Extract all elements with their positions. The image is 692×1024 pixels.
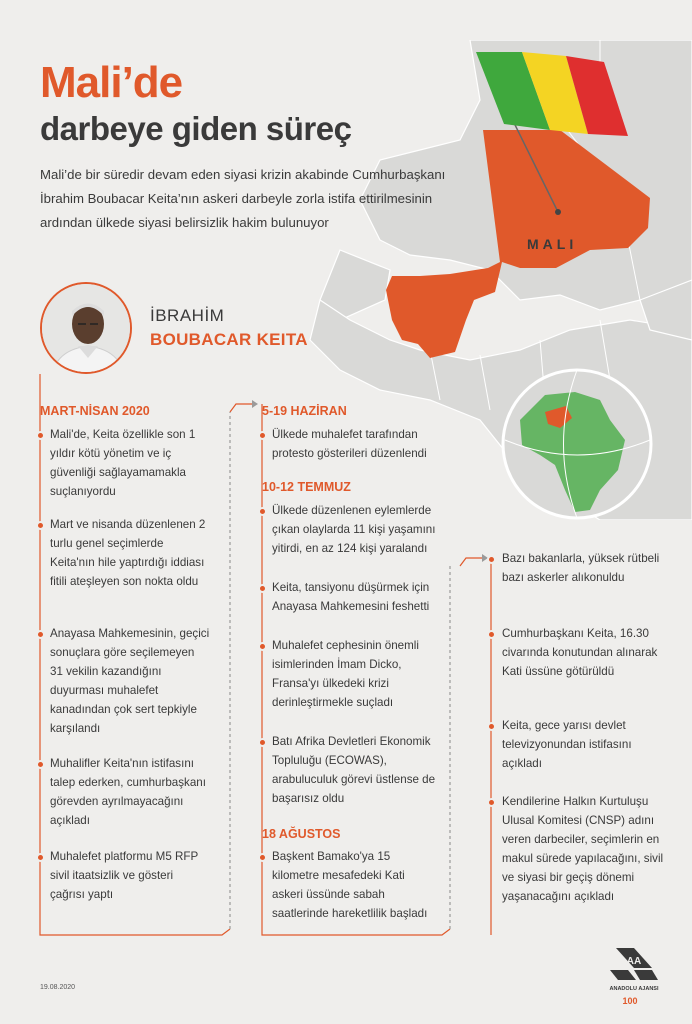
timeline-dot [258, 738, 267, 747]
timeline-item: Bazı bakanlarla, yüksek rütbeli bazı askerler alıkonuldu [502, 552, 660, 584]
section-heading-june: 5-19 HAZİRAN [262, 404, 347, 418]
timeline-dot [36, 521, 45, 530]
publish-date: 19.08.2020 [40, 984, 76, 991]
timeline-item: Keita, tansiyonu düşürmek için Anayasa Mahkemesini feshetti [272, 581, 430, 613]
title-line1: Mali’de [40, 58, 183, 107]
person-first-name: İBRAHİM [150, 306, 225, 325]
timeline-dot [258, 431, 267, 440]
section-heading-july: 10-12 TEMMUZ [262, 480, 351, 494]
intro-text: Mali’de bir süredir devam eden siyasi krizin akabinde Cumhurbaşkanı İbrahim Boubacar Keita’nın askeri darbeyle zorla istifa ettirilmesinin ardından ülkede siyasi belirsizlik hakim bulunuyor [40, 167, 446, 230]
section-heading-august: 18 AĞUSTOS [262, 827, 341, 841]
timeline-item: Muhalefet cephesinin önemli isimlerinden İmam Dicko, Fransa'yı ülkedeki krizi derinleştirmekle suçladı [272, 639, 419, 709]
timeline-item: Mali'de, Keita özellikle son 1 yıldır kötü yönetim ve iç güvenliği sağlayamamakla suçlanıyordu [50, 428, 196, 498]
timeline-dot [36, 431, 45, 440]
timeline-item: Anayasa Mahkemesinin, geçici sonuçlara göre seçilemeyen 31 vekilin kazandığını duyurması muhalefet kanadından çok sert tepkiyle karşılandı [50, 627, 210, 735]
timeline-dot [487, 630, 496, 639]
timeline-dot [258, 507, 267, 516]
timeline-item: Muhalifler Keita'nın istifasını talep ederken, cumhurbaşkanı görevden ayrılmayacağını açıkladı [50, 757, 206, 827]
timeline-dot [258, 642, 267, 651]
timeline-dot [487, 722, 496, 731]
timeline-item: Muhalefet platformu M5 RFP sivil itaatsizlik ve gösteri çağrısı yaptı [50, 850, 198, 901]
timeline-dot [487, 555, 496, 564]
timeline-dot [487, 798, 496, 807]
map-label: MALI [527, 236, 578, 252]
timeline-item: Kendilerine Halkın Kurtuluşu Ulusal Komitesi (CNSP) adını veren darbeciler, seçimlerin en makul sürede yapılacağını, sivil ve siyasi bir geçiş dönemi yaşanacağını açıkladı [502, 795, 664, 903]
logo-mark: AA [626, 956, 642, 967]
logo-text: ANADOLU AJANSI [609, 986, 659, 992]
anadolu-agency-logo [606, 942, 662, 1012]
timeline-item: Mart ve nisanda düzenlenen 2 turlu genel seçimlerde Keita'nın hile yaptırdığı iddiası fitili ateşleyen son nokta oldu [50, 518, 206, 588]
timeline-item: Cumhurbaşkanı Keita, 16.30 civarında konutundan alınarak Kati üssüne götürüldü [502, 627, 658, 678]
timeline-dot [258, 853, 267, 862]
title-line2: darbeye giden süreç [40, 110, 352, 147]
logo-anniversary: 100 [622, 996, 638, 1006]
timeline-dot [36, 853, 45, 862]
timeline-dot [36, 630, 45, 639]
timeline-dot [258, 584, 267, 593]
timeline-item: Ülkede muhalefet tarafından protesto gösterileri düzenlendi [272, 428, 427, 460]
timeline-dot [36, 760, 45, 769]
timeline-item: Ülkede düzenlenen eylemlerde çıkan olaylarda 11 kişi yaşamını yitirdi, en az 124 kişi yaralandı [272, 504, 436, 555]
section-heading-march-april: MART-NİSAN 2020 [40, 404, 150, 418]
timeline-item: Başkent Bamako'ya 15 kilometre mesafedeki Kati askeri üssünde sabah saatlerinde hareketlilik başladı [272, 850, 428, 920]
person-last-name: BOUBACAR KEITA [150, 330, 308, 349]
timeline-item: Keita, gece yarısı devlet televizyonundan istifasını açıkladı [502, 719, 632, 770]
timeline-item: Batı Afrika Devletleri Ekonomik Topluluğu (ECOWAS), arabuluculuk görevi üstlense de başarısız oldu [272, 735, 436, 805]
